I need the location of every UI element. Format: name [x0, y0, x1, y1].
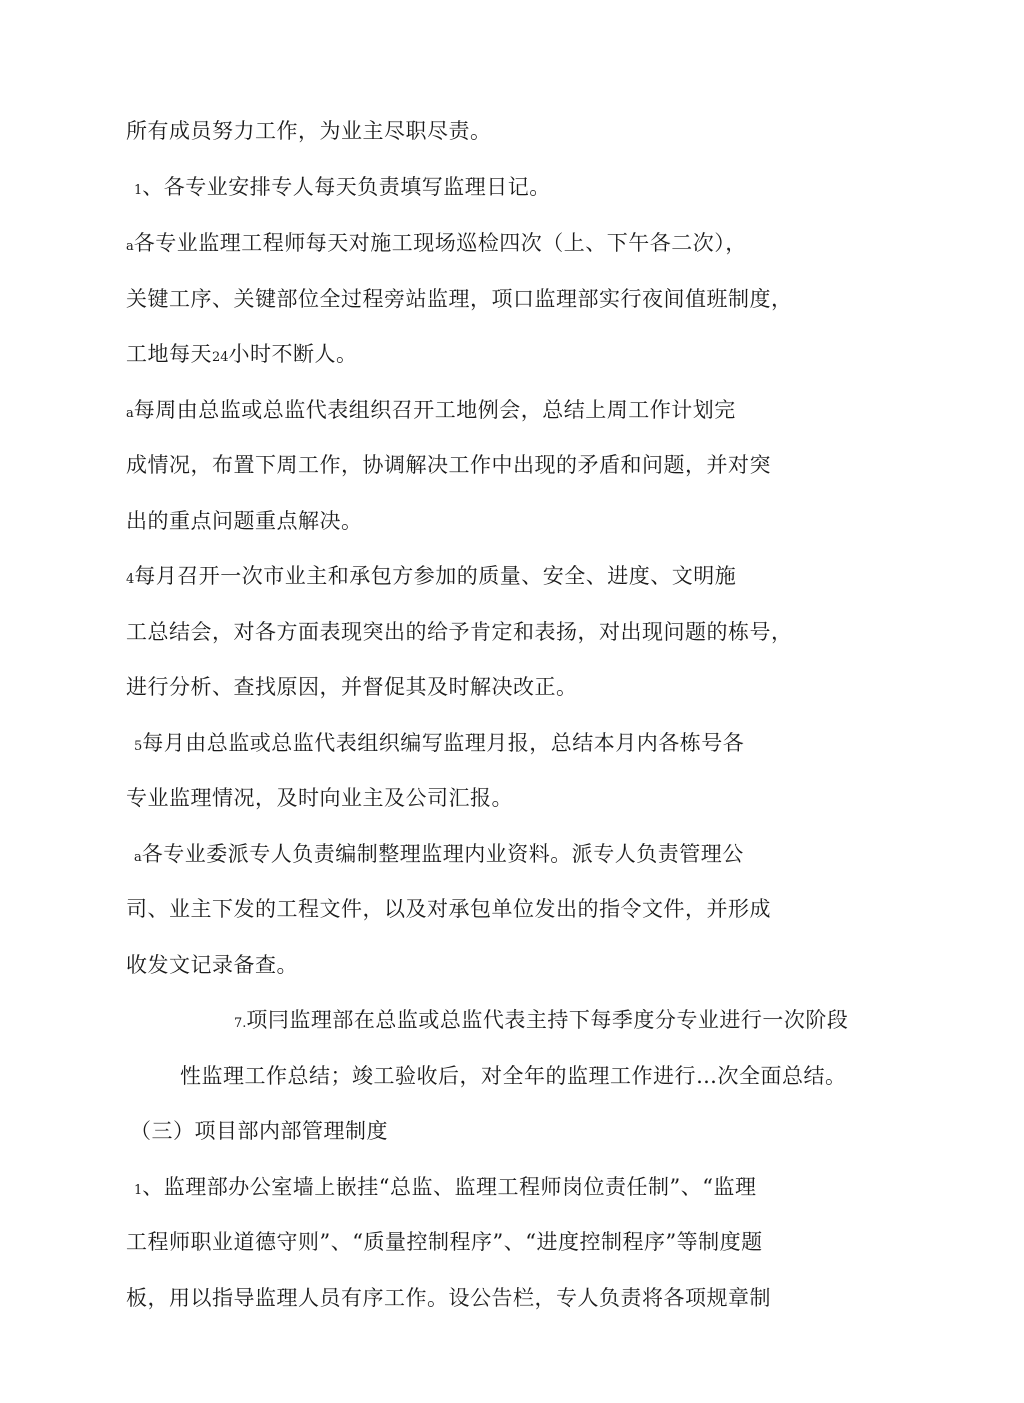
text-line-18: 性监理工作总结；竣工验收后，对全年的监理工作进行…次全面总结。: [180, 1064, 847, 1088]
text-line-9: 4每月召开一次市业主和承包方参加的质量、安全、进度、文明施: [126, 564, 737, 588]
text-line-2: 1、各专业安排专人每天负责填写监理日记。: [134, 175, 551, 199]
text-line-15: 司、业主下发的工程文件，以及对承包单位发出的指令文件，并形成: [126, 897, 771, 921]
text-line-4: 关键工序、关键部位全过程旁站监理，项口监理部实行夜间值班制度，: [126, 287, 793, 311]
section-heading: （三）项目部内部管理制度: [130, 1119, 388, 1143]
text-line-21: 工程师职业道德守则”、“质量控制程序”、“进度控制程序”等制度题: [126, 1230, 763, 1254]
text-line-6: a每周由总监或总监代表组织召开工地例会，总结上周工作计划完: [126, 398, 736, 422]
text-line-16: 收发文记录备查。: [126, 953, 298, 977]
text-line-20: 1、监理部办公室墙上嵌挂“总监、监理工程师岗位责任制”、“监理: [134, 1175, 757, 1199]
text-line-17: 7.项冃监理部在总监或总监代表主持下每季度分专业进行一次阶段: [234, 1008, 849, 1032]
text-line-5: 工地每天24小时不断人。: [126, 342, 358, 366]
text-line-22: 板，用以指导监理人员有序工作。设公告栏，专人负责将各项规章制: [126, 1286, 771, 1310]
text-line-1: 所有成员努力工作，为业主尽职尽责。: [126, 119, 492, 143]
text-line-7: 成情况，布置下周工作，协调解决工作中出现的矛盾和问题，并对突: [126, 453, 771, 477]
text-line-14: a各专业委派专人负责编制整理监理内业资料。派专人负责管理公: [134, 842, 744, 866]
text-line-12: 5每月由总监或总监代表组织编写监理月报，总结本月内各栋号各: [134, 731, 745, 755]
text-line-11: 进行分析、查找原因，并督促其及时解决改正。: [126, 675, 578, 699]
text-line-13: 专业监理情况，及时向业主及公司汇报。: [126, 786, 513, 810]
text-line-10: 工总结会，对各方面表现突出的给予肯定和表扬，对出现问题的栋号，: [126, 620, 793, 644]
text-line-3: a各专业监理工程师每天对施工现场巡检四次（上、下午各二次），: [126, 231, 747, 255]
text-line-8: 出的重点问题重点解决。: [126, 509, 363, 533]
